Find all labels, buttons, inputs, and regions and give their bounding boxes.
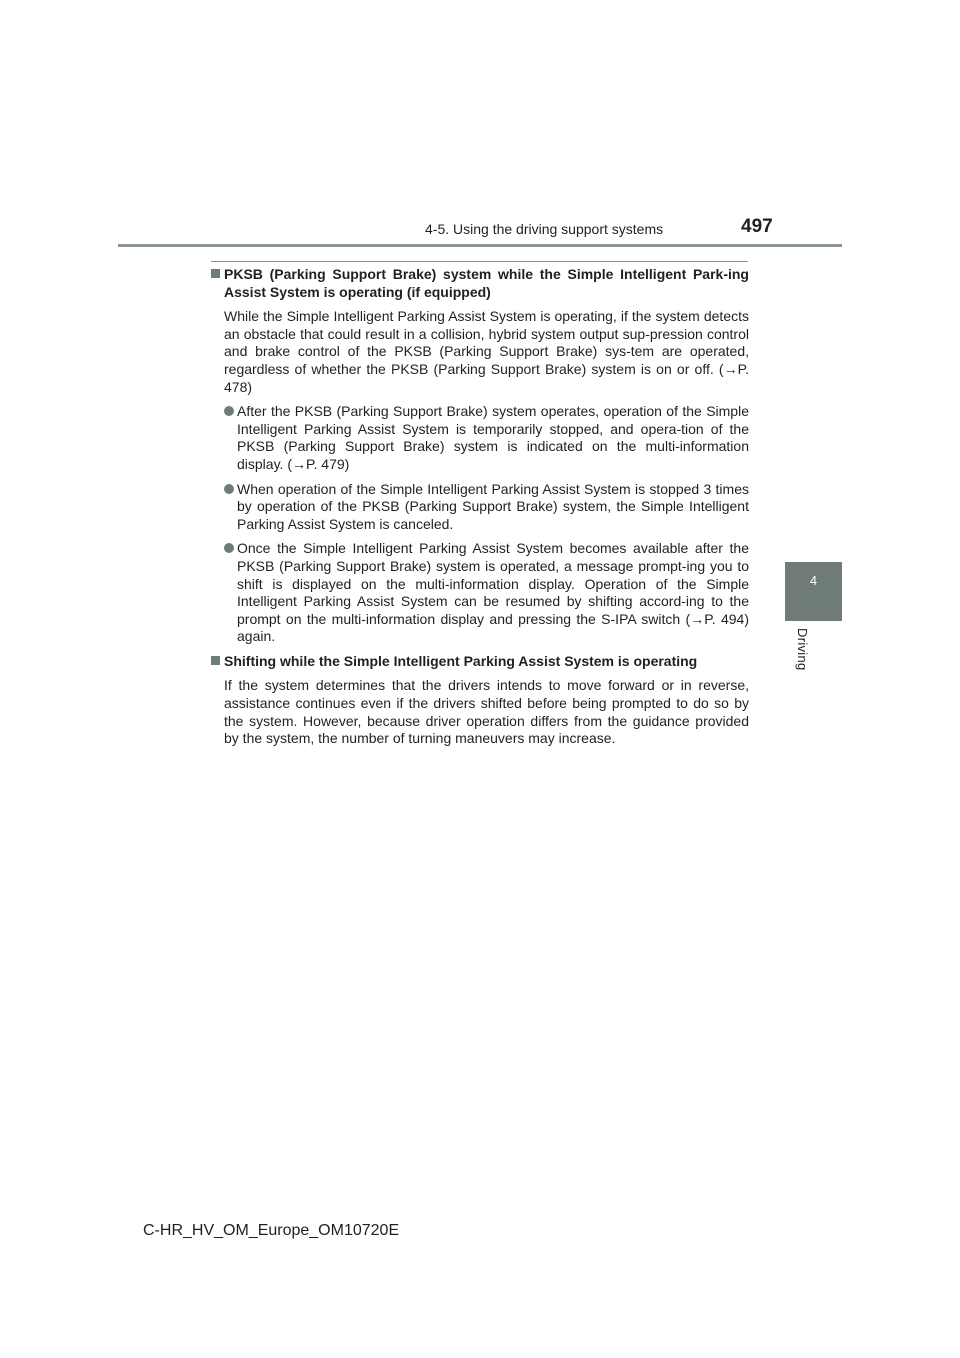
chapter-tab: [785, 562, 842, 621]
square-bullet-icon: [211, 656, 220, 665]
circle-bullet-icon: [224, 543, 234, 553]
chapter-tab-number: 4: [809, 573, 818, 588]
document-id: C-HR_HV_OM_Europe_OM10720E: [143, 1222, 400, 1239]
content-top-divider: [211, 261, 748, 262]
header-divider: [118, 244, 842, 247]
header-section-title: 4-5. Using the driving support systems: [425, 221, 664, 237]
circle-bullet-icon: [224, 406, 234, 416]
list-item: [211, 540, 749, 646]
list-item: [211, 403, 749, 473]
list-item-text: When operation of the Simple Intelligent Parking Assist System is stopped 3 times by operation of the PKSB (Parking Support Brake) system, the Simple Intelligent Parking Assist System is canceled.: [237, 480, 749, 532]
chapter-tab-label: Driving: [795, 628, 810, 671]
list-item-text: Once the Simple Intelligent Parking Assist System becomes available after the PKSB (Parking Support Brake) system is operated, a message prompt-ing you to shift is displayed on the multi-information display. Operation of the Simple Intelligent Parking Assist System can be resumed by shifting accord-ing to the prompt on the multi-information display and pressing the S-IPA switch (→P. 494) again.: [237, 540, 749, 645]
content-body: [211, 266, 749, 755]
section-heading-text: Shifting while the Simple Intelligent Parking Assist System is operating: [224, 652, 698, 669]
section-paragraph: While the Simple Intelligent Parking Assist System is operating, if the system detects an obstacle that could result in a collision, hybrid system output sup-pression control and brake control of the PKSB (Parking Support Brake) sys-tem are operated, regardless of whether the PKSB (Parking Support Brake) system is on or off. (→P. 478): [224, 308, 749, 395]
section-heading-text: PKSB (Parking Support Brake) system while the Simple Intelligent Park-ing Assist System is operating (if equipped): [224, 266, 749, 300]
section-paragraph: If the system determines that the drivers intends to move forward or in reverse, assistance continues even if the drivers shifted before being prompted to do so by the system. However, because driver operation differs from the guidance provided by the system, the number of turning maneuvers may increase.: [224, 677, 749, 747]
square-bullet-icon: [211, 269, 220, 278]
list-item-text: After the PKSB (Parking Support Brake) system operates, operation of the Simple Intelligent Parking Assist System is temporarily stopped, and opera-tion of the PKSB (Parking Support Brake) system is indicated on the multi-information display. (→P. 479): [237, 403, 749, 472]
section-heading: [211, 653, 749, 671]
list-item: [211, 481, 749, 534]
circle-bullet-icon: [224, 484, 234, 494]
section-heading: [211, 266, 749, 301]
page-number: 497: [741, 216, 773, 237]
